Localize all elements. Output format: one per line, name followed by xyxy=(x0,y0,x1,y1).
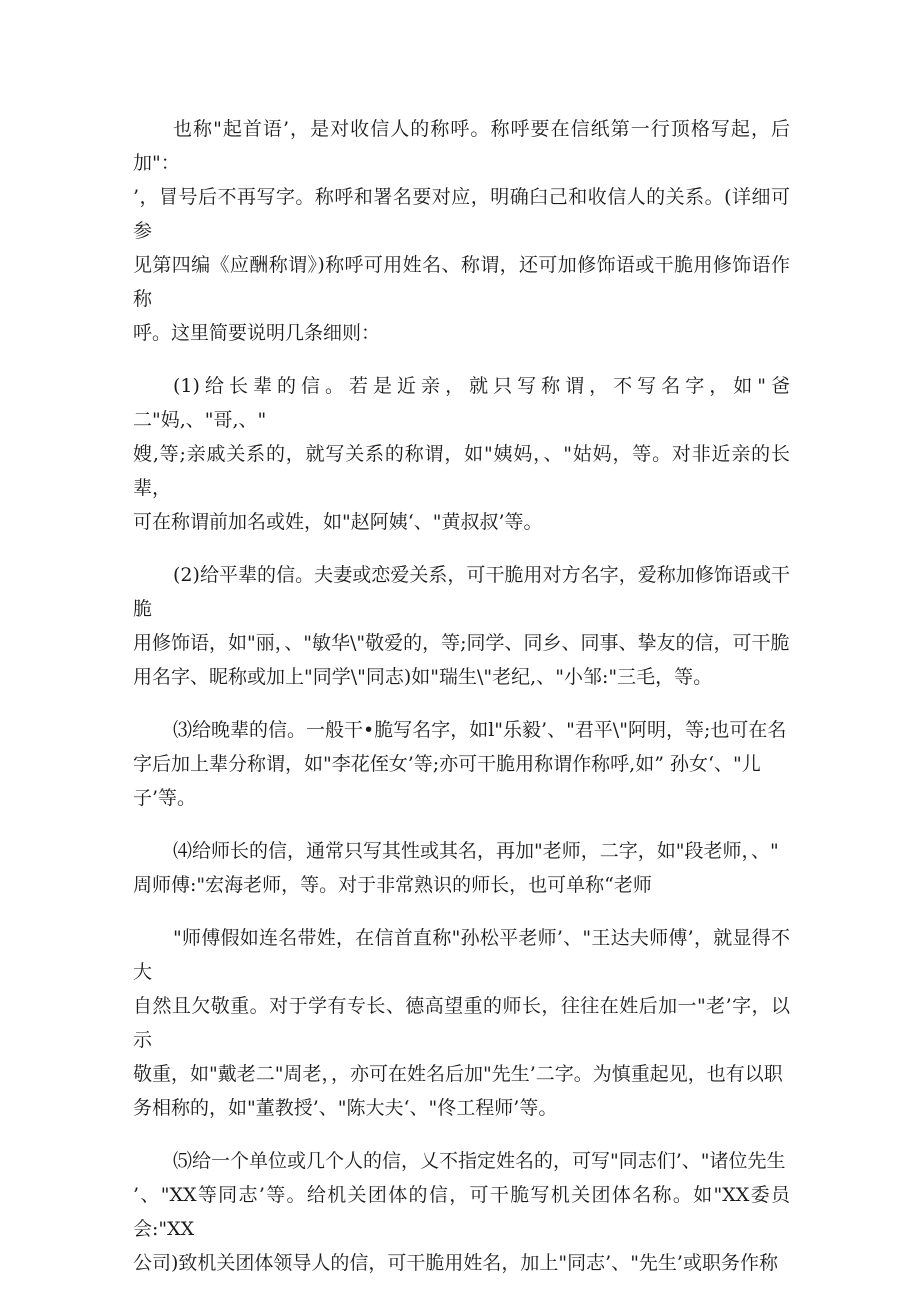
text-line: 见第四编《应酬称谓》)称呼可用姓名、称谓，还可加修饰语或干脆用修饰语作称 xyxy=(133,254,790,310)
text-line: ⑷给师长的信，通常只写其性或其名，再加"老师，二字，如"段老师，、" xyxy=(173,840,779,862)
text-line: 字后加上辈分称谓，如"李花侄女’等;亦可干脆用称谓作称呼,如” 孙女‘、"儿 xyxy=(133,753,761,775)
paragraph-salutation-intro xyxy=(133,112,790,350)
text-line: (2)给平辈的信。夫妻或恋爱关系，可干脆用对方名字，爱称加修饰语或干脆 xyxy=(133,564,790,620)
text-line: ⑶给晚辈的信。一般干•脆写名字，如l"乐毅’、"君平\"阿明，等;也可在名 xyxy=(173,719,787,741)
paragraph-organizations xyxy=(133,1144,790,1280)
text-line: 敬重，如"戴老二"周老，，亦可在姓名后加"先生’二字。为慎重起见，也有以职 xyxy=(133,1063,783,1085)
document-body xyxy=(133,112,790,1299)
text-line: ’，冒号后不再写字。称呼和署名要对应，明确臼己和收信人的关系。(详细可参 xyxy=(133,186,790,242)
paragraph-elders xyxy=(133,369,790,539)
text-line: 子’等。 xyxy=(133,787,197,809)
text-line: 可在称谓前加名或姓，如"赵阿姨‘、"黄叔叔’等。 xyxy=(133,511,543,533)
text-line: 公司)致机关团体领导人的信，可干脆用姓名，加上"同志’、"先生’或职务作称 xyxy=(133,1252,778,1274)
paragraph-teachers-continued xyxy=(133,921,790,1125)
text-line: ’、"XX等同志’等。给机关团体的信，可干脆写机关团体名称。如"XX委员会:"XX xyxy=(133,1184,790,1240)
paragraph-peers xyxy=(133,558,790,694)
text-line: 呼。这里简要说明几条细则： xyxy=(133,322,381,344)
text-line: ⑸给一个单位或几个人的信，乂不指定姓名的，可写"同志们’、"诸位先生 xyxy=(173,1150,786,1172)
text-line: "师傅假如连名带姓，在信首直称"孙松平老师’、"王达夫师傅’，就显得不大 xyxy=(133,927,790,983)
text-line: 周师傅:"宏海老师，等。对于非常熟识的师长，也可单称“老师 xyxy=(133,874,652,896)
text-line: 自然且欠敬重。对于学有专长、德高望重的师长，往往在姓后加一"老’字，以示 xyxy=(133,995,790,1051)
paragraph-juniors xyxy=(133,713,790,815)
text-line: 嫂,等;亲戚关系的，就写关系的称谓，如"姨妈，、"姑妈，等。对非近亲的长辈， xyxy=(133,443,790,499)
text-line: 务相称的，如"董教授’、"陈大夫‘、"佟工程师’等。 xyxy=(133,1097,558,1119)
text-line: 用名字、昵称或加上"同学\"同志)如"瑞生\"老纪,、"小邹:"三毛，等。 xyxy=(133,666,713,688)
text-line: 用修饰语，如"丽，、"敏华\"敬爱的，等;同学、同乡、同事、挚友的信，可干脆 xyxy=(133,632,790,654)
text-line: (1)给长辈的信。若是近亲，就只写称谓，不写名字，如"爸二"妈,、"哥,、" xyxy=(133,375,790,431)
text-line: 也称"起首语’，是对收信人的称呼。称呼要在信纸第一行顶格写起，后加"： xyxy=(133,118,790,174)
paragraph-teachers xyxy=(133,834,790,902)
